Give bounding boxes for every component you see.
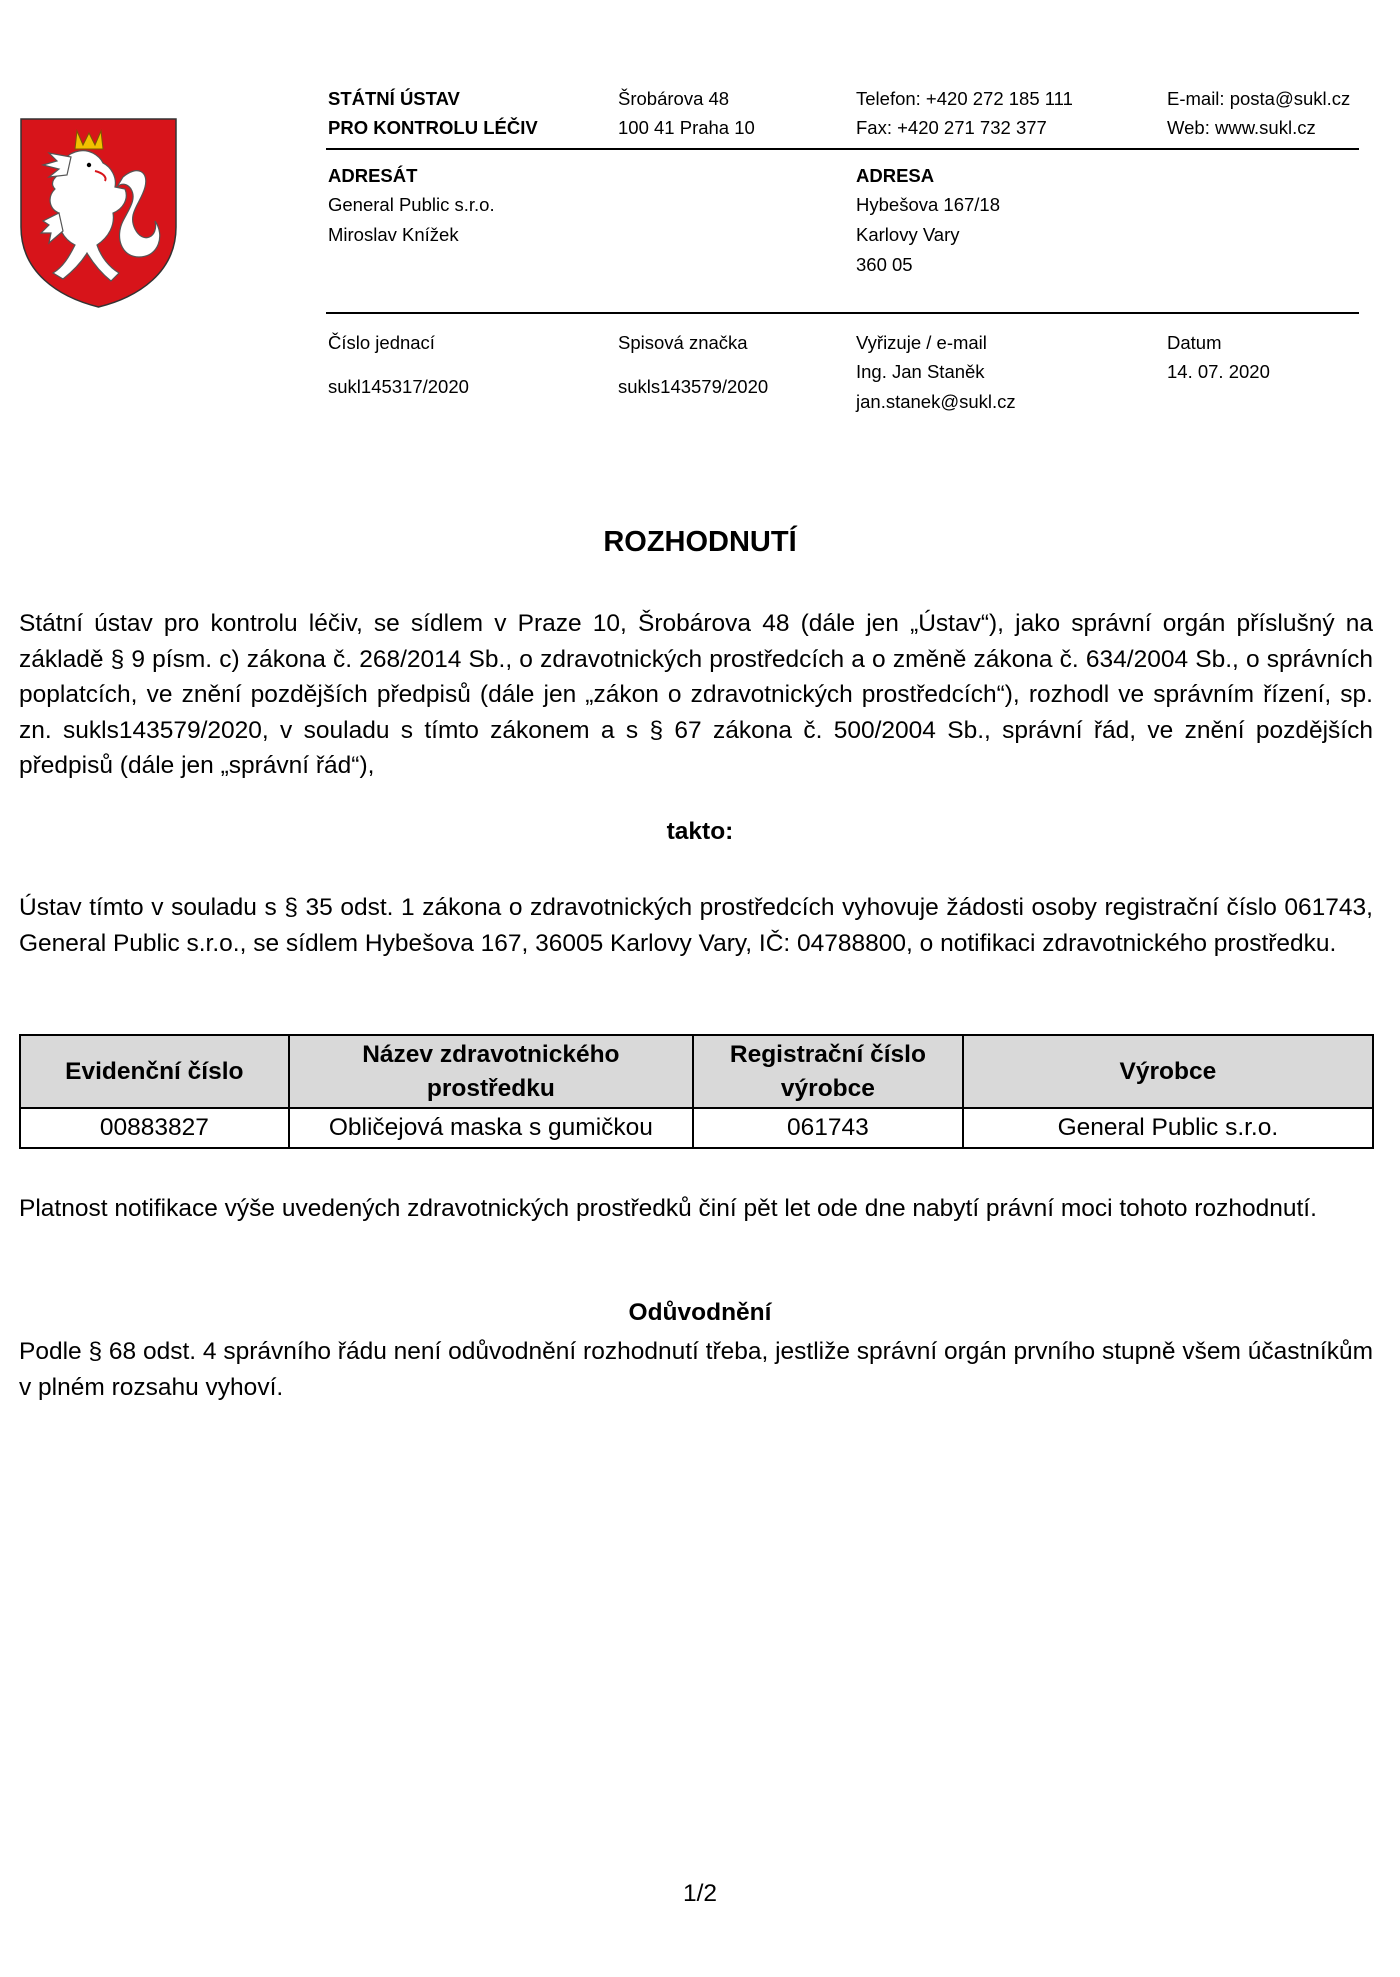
header-divider xyxy=(326,148,1359,150)
validity-paragraph: Platnost notifikace výše uvedených zdravotnických prostředků činí pět let ode dne nabytí právní moci tohoto rozhodnutí. xyxy=(19,1195,1317,1222)
justification-heading: Odůvodnění xyxy=(628,1299,772,1326)
decision-paragraph: Ústav tímto v souladu s § 35 odst. 1 zákona o zdravotnických prostředcích vyhovuje žádosti osoby registrační číslo 061743, General Public s.r.o., se sídlem Hybešova 167, 36005 Karlovy Vary, IČ: 04788800, o notifikaci zdravotnického prostředku. xyxy=(19,894,1373,957)
date-label: Datum xyxy=(1167,332,1222,353)
institution-name-line2: PRO KONTROLU LÉČIV xyxy=(328,117,538,138)
handler-label: Vyřizuje / e-mail xyxy=(856,332,987,353)
decision-date: 14. 07. 2020 xyxy=(1167,361,1270,382)
cell-device-name: Obličejová maska s gumičkou xyxy=(289,1108,693,1148)
institution-name-line1: STÁTNÍ ÚSTAV xyxy=(328,88,460,109)
header-manufacturer-reg-number: Registrační číslo výrobce xyxy=(693,1035,963,1108)
address-street: Hybešova 167/18 xyxy=(856,194,1000,215)
file-number-label: Spisová značka xyxy=(618,332,748,353)
handler-email: jan.stanek@sukl.cz xyxy=(856,391,1016,412)
document-title: ROZHODNUTÍ xyxy=(603,526,797,558)
addressee-company: General Public s.r.o. xyxy=(328,194,495,215)
addressee-label: ADRESÁT xyxy=(328,165,418,186)
ref-number-label: Číslo jednací xyxy=(328,332,435,353)
institution-fax: Fax: +420 271 732 377 xyxy=(856,117,1047,138)
institution-web: Web: www.sukl.cz xyxy=(1167,117,1316,138)
address-postcode: 360 05 xyxy=(856,254,913,275)
ref-number: sukl145317/2020 xyxy=(328,376,469,397)
table-row xyxy=(20,1108,1373,1148)
header-device-name: Název zdravotnického prostředku xyxy=(289,1035,693,1108)
file-number: sukls143579/2020 xyxy=(618,376,769,397)
page-number: 1/2 xyxy=(682,1880,718,1907)
cell-evidence-number: 00883827 xyxy=(20,1108,289,1148)
address-divider xyxy=(326,312,1359,314)
czech-coat-of-arms xyxy=(19,117,178,309)
cell-manufacturer: General Public s.r.o. xyxy=(963,1108,1373,1148)
table-header-row xyxy=(20,1035,1373,1108)
header-manufacturer: Výrobce xyxy=(963,1035,1373,1108)
institution-street: Šrobárova 48 xyxy=(618,88,730,109)
device-table xyxy=(19,1034,1374,1149)
handler-name: Ing. Jan Staněk xyxy=(856,361,985,382)
takto-heading: takto: xyxy=(666,818,734,845)
address-city: Karlovy Vary xyxy=(856,224,960,245)
cell-manufacturer-reg-number: 061743 xyxy=(693,1108,963,1148)
address-label: ADRESA xyxy=(856,165,935,186)
header-evidence-number: Evidenční číslo xyxy=(20,1035,289,1108)
justification-paragraph: Podle § 68 odst. 4 správního řádu není odůvodnění rozhodnutí třeba, jestliže správní orgán prvního stupně všem účastníkům v plném rozsahu vyhoví. xyxy=(19,1338,1373,1401)
addressee-person: Miroslav Knížek xyxy=(328,224,459,245)
institution-email: E-mail: posta@sukl.cz xyxy=(1167,88,1351,109)
institution-city: 100 41 Praha 10 xyxy=(618,117,755,138)
institution-phone: Telefon: +420 272 185 111 xyxy=(856,88,1073,109)
intro-paragraph: Státní ústav pro kontrolu léčiv, se sídlem v Praze 10, Šrobárova 48 (dále jen „Ústav“), jako správní orgán příslušný na základě § 9 písm. c) zákona č. 268/2014 Sb., o zdravotnických prostředcích a o změně zákona č. 634/2004 Sb., o správních poplatcích, ve znění pozdějších předpisů (dále jen „zákon o zdravotnických prostředcích“), rozhodl ve správním řízení, sp. zn. sukls143579/2020, v souladu s tímto zákonem a s § 67 zákona č. 500/2004 Sb., správní řád, ve znění pozdějších předpisů (dále jen „správní řád“), xyxy=(19,610,1373,779)
